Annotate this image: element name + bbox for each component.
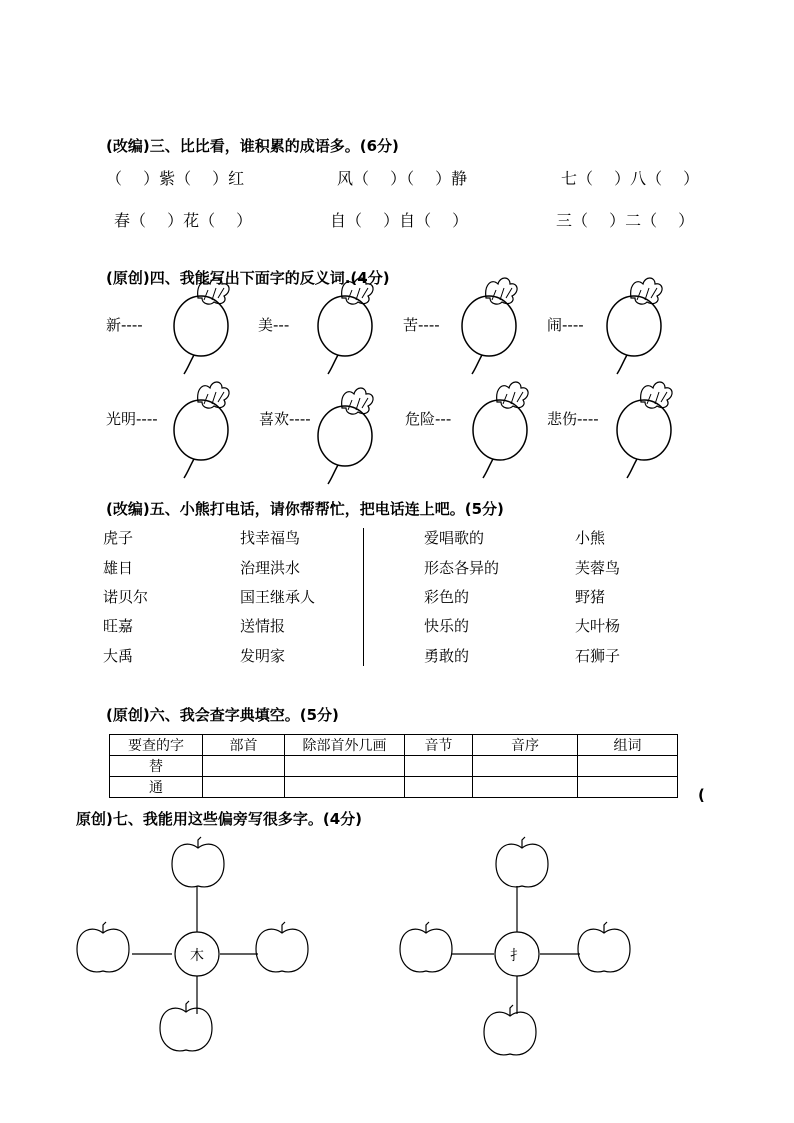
antonym-prompt: 新---- [106, 316, 143, 334]
table-row [110, 777, 678, 798]
table-header: 音序 [473, 735, 578, 756]
antonym-prompt: 危险--- [405, 410, 452, 428]
answer-cell[interactable] [473, 756, 578, 777]
section4-heading: (原创)四、我能写出下面字的反义词.(4分) [106, 269, 390, 287]
table-header: 除部首外几画 [285, 735, 405, 756]
radical-label: 木 [190, 948, 204, 964]
match-item[interactable]: 芙蓉鸟 [575, 559, 621, 577]
radish-icon[interactable] [456, 270, 526, 380]
radish-icon[interactable] [467, 374, 537, 484]
match-item[interactable]: 虎子 [103, 529, 134, 547]
match-item[interactable]: 彩色的 [424, 588, 470, 606]
table-header: 组词 [578, 735, 678, 756]
antonym-prompt: 悲伤---- [547, 410, 599, 428]
match-item[interactable]: 形态各异的 [424, 559, 500, 577]
antonym-prompt: 苦---- [403, 316, 440, 334]
radish-icon[interactable] [168, 374, 238, 484]
match-item[interactable]: 大叶杨 [575, 617, 621, 635]
idiom-blank[interactable]: 风（ ）（ ）静 [337, 169, 468, 188]
idiom-blank[interactable]: （ ）紫（ ）红 [106, 169, 245, 188]
answer-cell[interactable] [405, 756, 473, 777]
radish-icon[interactable] [611, 374, 681, 484]
section5-heading: (改编)五、小熊打电话，请你帮帮忙，把电话连上吧。(5分) [106, 500, 504, 518]
section7-heading: 原创)七、我能用这些偏旁写很多字。(4分) [76, 810, 363, 828]
match-item[interactable]: 石狮子 [575, 647, 621, 665]
answer-cell[interactable] [285, 756, 405, 777]
section3-heading: (改编)三、比比看，谁积累的成语多。(6分) [106, 137, 399, 155]
match-item[interactable]: 快乐的 [424, 617, 470, 635]
table-header: 音节 [405, 735, 473, 756]
match-item[interactable]: 治理洪水 [240, 559, 301, 577]
table-cell: 替 [110, 756, 203, 777]
radish-icon[interactable] [312, 270, 382, 380]
table-cell: 通 [110, 777, 203, 798]
answer-cell[interactable] [473, 777, 578, 798]
antonym-prompt: 喜欢---- [259, 410, 311, 428]
section6-heading: (原创)六、我会查字典填空。(5分) [106, 706, 339, 724]
table-row [110, 756, 678, 777]
answer-cell[interactable] [203, 777, 285, 798]
match-item[interactable]: 雄日 [103, 559, 134, 577]
answer-cell[interactable] [578, 756, 678, 777]
match-item[interactable]: 旺嘉 [103, 617, 134, 635]
match-item[interactable]: 小熊 [575, 529, 606, 547]
answer-cell[interactable] [203, 756, 285, 777]
idiom-blank[interactable]: 自（ ）自（ ） [330, 211, 469, 230]
match-item[interactable]: 找幸福鸟 [240, 529, 301, 547]
antonym-prompt: 美--- [258, 316, 290, 334]
idiom-blank[interactable]: 春（ ）花（ ） [114, 211, 253, 230]
column-divider [363, 528, 364, 666]
answer-cell[interactable] [578, 777, 678, 798]
match-item[interactable]: 发明家 [240, 647, 286, 665]
match-item[interactable]: 送情报 [240, 617, 286, 635]
table-header: 要查的字 [110, 735, 203, 756]
table-header: 部首 [203, 735, 285, 756]
dictionary-table [109, 734, 678, 798]
idiom-blank[interactable]: 三（ ）二（ ） [556, 211, 695, 230]
radish-icon[interactable] [168, 270, 238, 380]
match-item[interactable]: 国王继承人 [240, 588, 316, 606]
match-item[interactable]: 野猪 [575, 588, 606, 606]
table-header-row [110, 735, 678, 756]
match-item[interactable]: 勇敢的 [424, 647, 470, 665]
match-item[interactable]: 诺贝尔 [103, 588, 149, 606]
match-item[interactable]: 大禹 [103, 647, 134, 665]
antonym-prompt: 闹---- [547, 316, 584, 334]
idiom-blank[interactable]: 七（ ）八（ ） [561, 169, 700, 188]
radical-label: 扌 [510, 948, 524, 964]
antonym-prompt: 光明---- [106, 410, 158, 428]
answer-cell[interactable] [405, 777, 473, 798]
section7-heading-lead: ( [698, 786, 705, 804]
answer-cell[interactable] [285, 777, 405, 798]
match-item[interactable]: 爱唱歌的 [424, 529, 485, 547]
radish-icon[interactable] [601, 270, 671, 380]
radish-icon[interactable] [312, 380, 382, 490]
